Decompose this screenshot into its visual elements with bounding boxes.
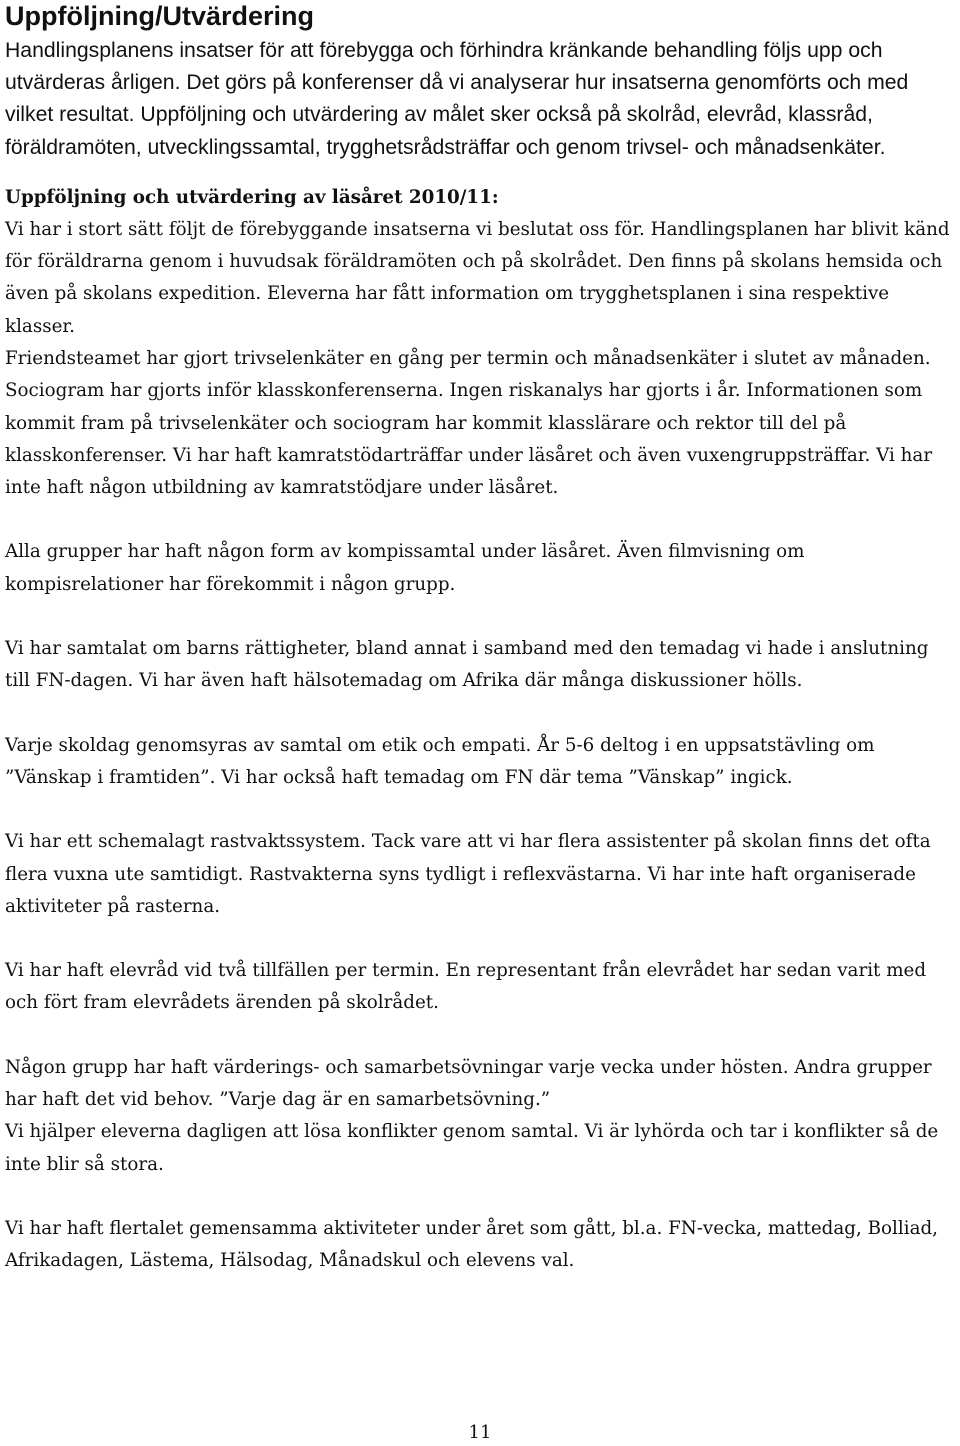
page-title: Uppföljning/Utvärdering [5, 1, 314, 31]
paragraph-samarbetsovningar: Någon grupp har haft värderings- och samarbetsövningar varje vecka under hösten. Andra grupper har haft det vid behov. ”Varje dag är en samarbetsövning.” [5, 1056, 932, 1111]
paragraph-gemensamma-aktiviteter: Vi har haft flertalet gemensamma aktiviteter under året som gått, bl.a. FN-vecka, mattedag, Bolliad, Afrikadagen, Lästema, Hälsodag, Månadskul och elevens val. [5, 1217, 938, 1272]
paragraph-konflikter: Vi hjälper eleverna dagligen att lösa konflikter genom samtal. Vi är lyhörda och tar i konflikter så de inte blir så stora. [5, 1121, 939, 1175]
intro-paragraph: Handlingsplanens insatser för att förebygga och förhindra kränkande behandling följs upp och utvärderas årligen. Det görs på konferenser då vi analyserar hur insatserna genomförts och med vilket resultat. Uppföljning och utvärdering av målet sker också på skolråd, elevråd, klassråd, föräldramöten, utvecklingssamtal, trygghetsrådsträffar och genom trivsel- och månadsenkäter. [5, 39, 909, 159]
paragraph-kompissamtal: Alla grupper har haft någon form av kompissamtal under läsåret. Även filmvisning om kompisrelationer har förekommit i någon grupp. [5, 541, 805, 595]
section-subheading: Uppföljning och utvärdering av läsåret 2010/11: [5, 186, 499, 208]
paragraph-etik-empati: Varje skoldag genomsyras av samtal om etik och empati. År 5-6 deltog i en uppsatstävling om ”Vänskap i framtiden”. Vi har också haft temadag om FN där tema ”Vänskap” ingick. [5, 734, 875, 788]
paragraph-friendsteamet: Friendsteamet har gjort trivselenkäter en gång per termin och månadsenkäter i slutet av månaden. Sociogram har gjorts inför klasskonferenserna. Ingen riskanalys har gjorts i år. Informationen som kommit fram på trivselenkäter och sociogram har kommit klasslärare och rektor till del på klasskonferenser. Vi har haft kamratstödarträffar under läsåret och även vuxengruppsträffar. Vi har inte haft någon utbildning av kamratstödjare under läsåret. [5, 348, 933, 499]
paragraph-elevrad: Vi har haft elevråd vid två tillfällen per termin. En representant från elevrådet har sedan varit med och fört fram elevrådets ärenden på skolrådet. [5, 960, 927, 1014]
paragraph-barns-rattigheter: Vi har samtalat om barns rättigheter, bland annat i samband med den temadag vi hade i anslutning till FN-dagen. Vi har även haft hälsotemadag om Afrika där många diskussioner hölls. [5, 638, 929, 692]
page-number: 11 [468, 1422, 492, 1443]
paragraph-followed-insatser: Vi har i stort sätt följt de förebyggande insatserna vi beslutat oss för. Handlingsplanen har blivit känd för föräldrarna genom i huvudsak föräldramöten och på skolrådet. Den finns på skolans hemsida och även på skolans expedition. Eleverna har fått information om trygghetsplanen i sina respektive klasser. [5, 218, 950, 337]
paragraph-rastvakt: Vi har ett schemalagt rastvaktssystem. Tack vare att vi har flera assistenter på skolan finns det ofta flera vuxna ute samtidigt. Rastvakterna syns tydligt i reflexvästarna. Vi har inte haft organiserade aktiviteter på rasterna. [5, 831, 931, 917]
document-page [5, 0, 955, 1278]
